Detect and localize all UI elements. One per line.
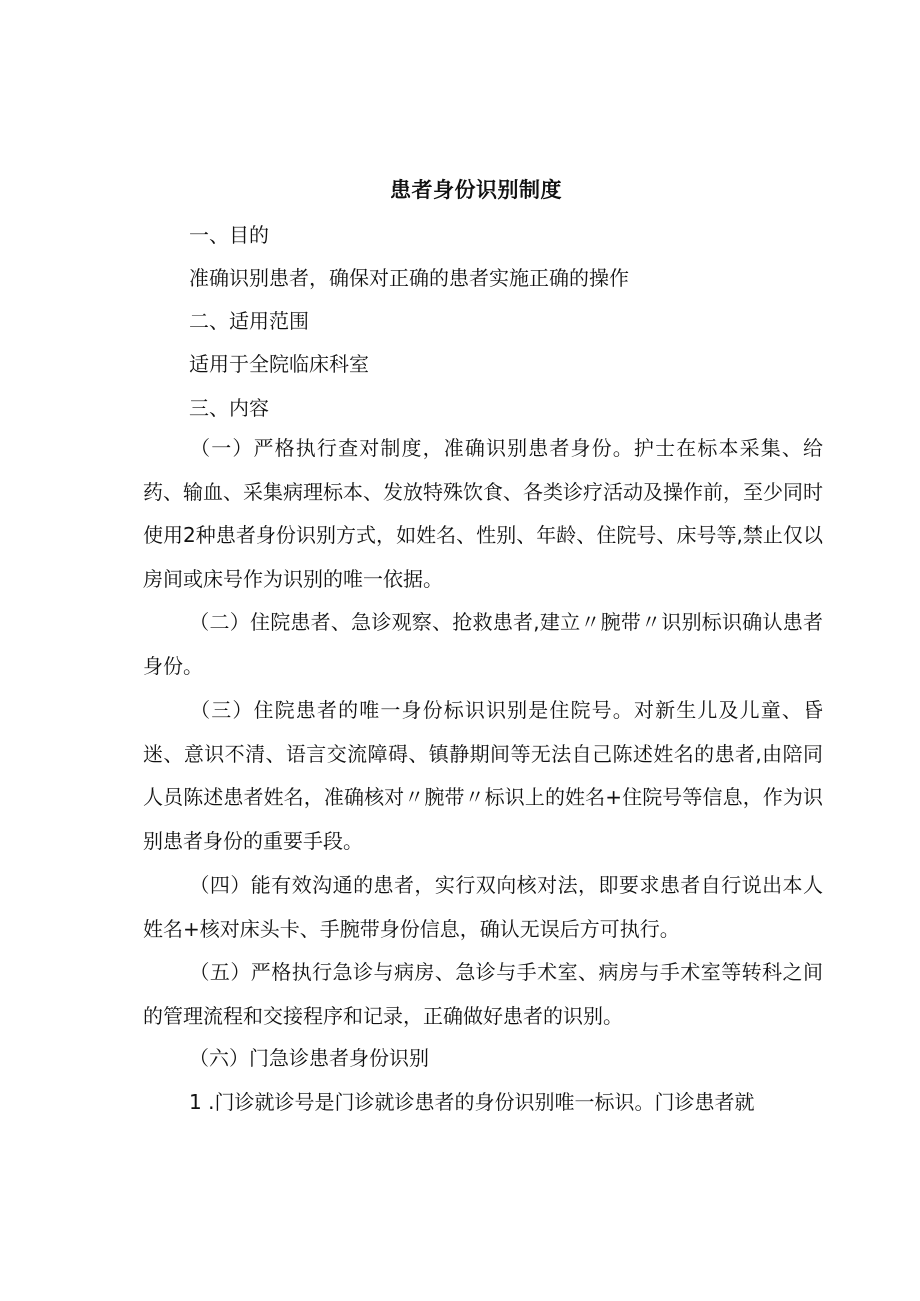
document-title: 患者身份识别制度 <box>390 178 562 202</box>
section-heading-content: 三、内容 <box>189 396 269 420</box>
section-heading-purpose: 一、目的 <box>189 223 269 247</box>
paragraph-2-text: （二）住院患者、急诊观察、抢救患者,建立〃腕带〃识别标识确认患者身份。 <box>143 610 823 678</box>
section-body-scope: 适用于全院临床科室 <box>189 352 369 376</box>
paragraph-3 <box>143 689 823 863</box>
section-body-purpose: 准确识别患者，确保对正确的患者实施正确的操作 <box>189 266 629 290</box>
section-heading-scope: 二、适用范围 <box>189 309 309 333</box>
last-line: 1 .门诊就诊号是门诊就诊患者的身份识别唯一标识。门诊患者就 <box>189 1090 755 1114</box>
paragraph-3-text: （三）住院患者的唯一身份标识识别是住院号。对新生儿及儿童、昏迷、意识不清、语言交流障碍、镇静期间等无法自己陈述姓名的患者,由陪同人员陈述患者姓名，准确核对〃腕带〃标识上的姓名+住院号等信息，作为识别患者身份的重要手段。 <box>143 698 823 853</box>
paragraph-4-text: （四）能有效沟通的患者，实行双向核对法，即要求患者自行说出本人姓名+核对床头卡、手腕带身份信息，确认无误后方可执行。 <box>143 873 823 941</box>
paragraph-5-text: （五）严格执行急诊与病房、急诊与手术室、病房与手术室等转科之间的管理流程和交接程序和记录，正确做好患者的识别。 <box>143 960 823 1028</box>
paragraph-2 <box>143 601 823 688</box>
paragraph-4 <box>143 864 823 951</box>
paragraph-1-text: （一）严格执行查对制度，准确识别患者身份。护士在标本采集、给药、输血、采集病理标本、发放特殊饮食、各类诊疗活动及操作前，至少同时使用2种患者身份识别方式，如姓名、性别、年龄、住院号、床号等,禁止仅以房间或床号作为识别的唯一依据。 <box>143 436 823 591</box>
paragraph-1 <box>143 427 823 601</box>
subsection-heading: （六）门急诊患者身份识别 <box>189 1046 429 1070</box>
paragraph-5 <box>143 951 823 1038</box>
